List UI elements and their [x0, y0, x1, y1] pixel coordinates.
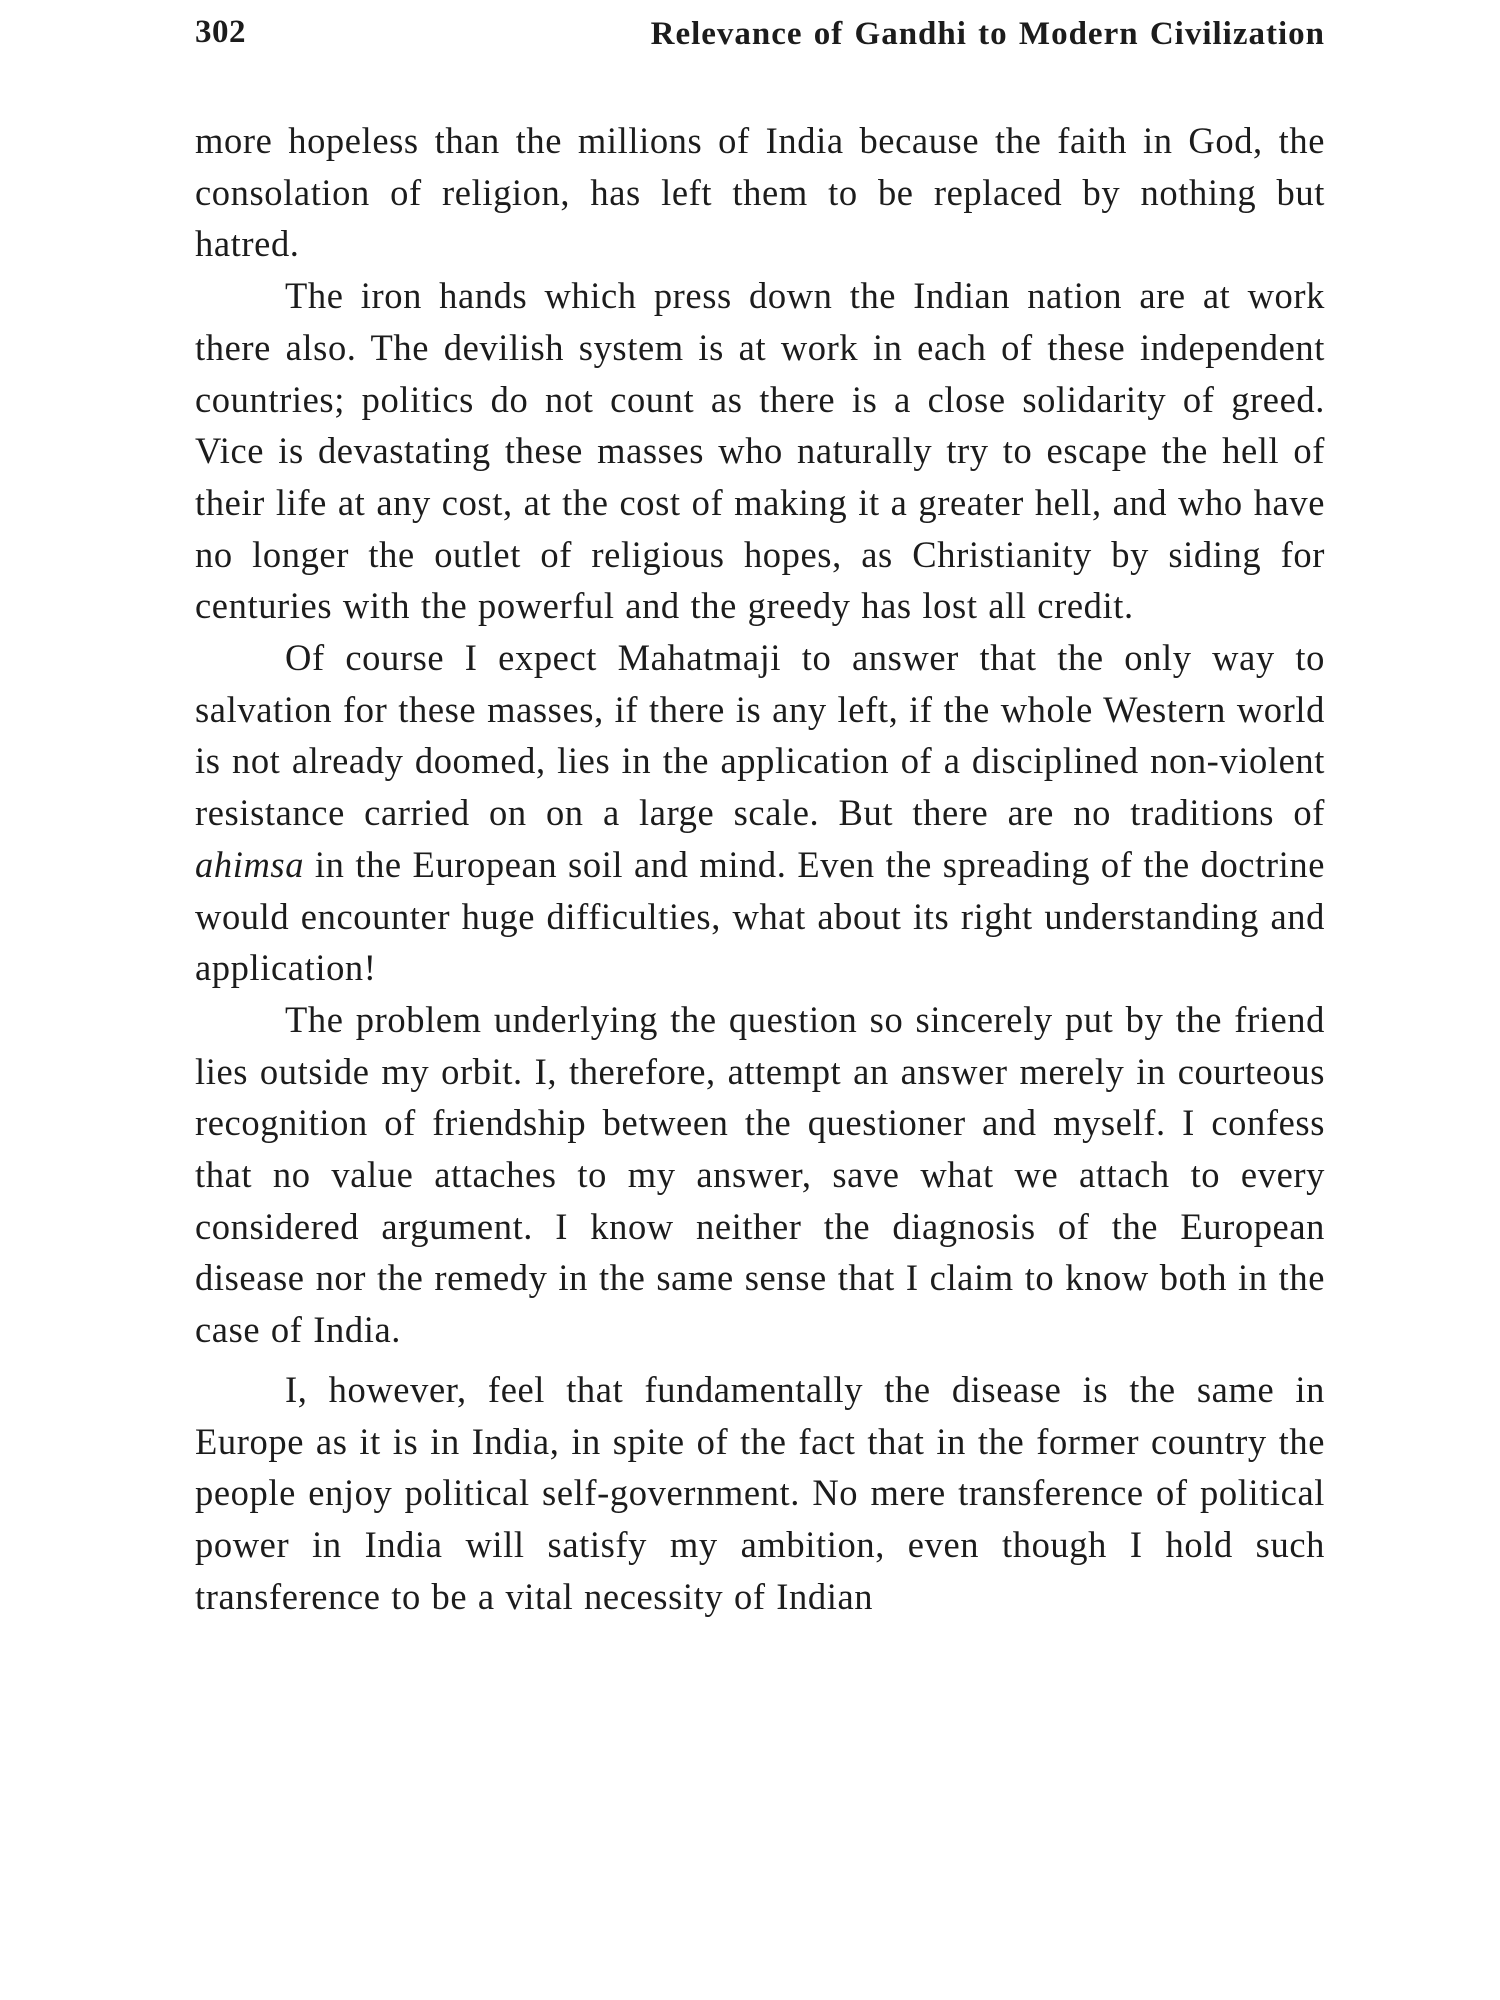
- paragraph-3-part-1: Of course I expect Mahatmaji to answer that the only way to salvation for these masses, if there is any left, if the whole Western world is not already doomed, lies in the application of a disciplined non-violent resistance carried on on a large scale. But there are no traditions of: [195, 637, 1325, 834]
- paragraph-2: The iron hands which press down the Indian nation are at work there also. The devilish system is at work in each of these independent countries; politics do not count as there is a close solidarity of greed. Vice is devastating these masses who naturally try to escape the hell of their life at any cost, at the cost of making it a greater hell, and who have no longer the outlet of religious hopes, as Christianity by siding for centuries with the powerful and the greedy has lost all credit.: [195, 275, 1325, 627]
- paragraph-3-part-2: in the European soil and mind. Even the spreading of the doctrine would encounter huge difficulties, what about its right understanding and application!: [195, 843, 1325, 989]
- paragraph-1: more hopeless than the millions of India because the faith in God, the consolation of religion, has left them to be replaced by nothing but hatred.: [195, 120, 1325, 265]
- paragraph-5: I, however, feel that fundamentally the disease is the same in Europe as it is in India, in spite of the fact that in the former country the people enjoy political self-government. No mere transference of political power in India will satisfy my ambition, even though I hold such transference to be a vital necessity of Indian: [195, 1368, 1325, 1617]
- paragraph-3: [195, 632, 1325, 994]
- book-title: Relevance of Gandhi to Modern Civilization: [650, 16, 1325, 52]
- running-head: [195, 14, 1325, 64]
- italic-term: ahimsa: [195, 843, 305, 885]
- paragraph-4: The problem underlying the question so sincerely put by the friend lies outside my orbit. I, therefore, attempt an answer merely in courteous recognition of friendship between the questioner and myself. I confess that no value attaches to my answer, save what we attach to every considered argument. I know neither the diagnosis of the European disease nor the remedy in the same sense that I claim to know both in the case of India.: [195, 998, 1325, 1351]
- body-text: [195, 115, 1325, 1622]
- book-page: [195, 0, 1325, 2000]
- page-number: 302: [195, 14, 246, 50]
